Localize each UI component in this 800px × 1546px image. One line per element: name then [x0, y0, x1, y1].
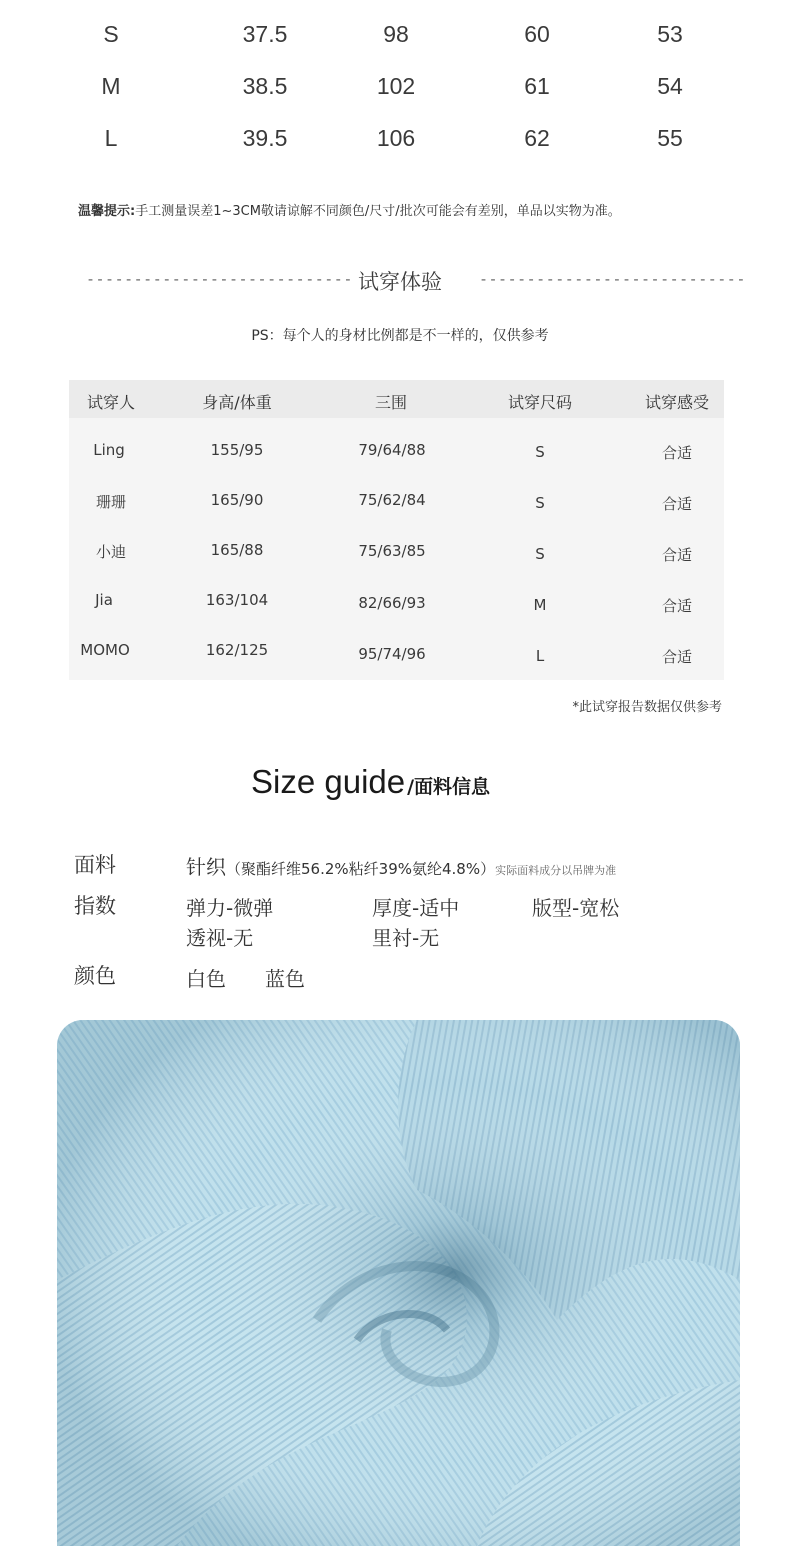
fabric-photo	[57, 1020, 740, 1546]
trial-size: L	[535, 647, 545, 665]
guide-title	[251, 763, 490, 801]
measurements: 82/66/93	[358, 594, 426, 612]
height-weight: 165/88	[210, 541, 264, 559]
divider-left: ----------------------------	[86, 270, 353, 288]
tester-name: Ling	[93, 441, 125, 459]
size-cell: 60	[524, 21, 550, 47]
header-feeling: 试穿感受	[644, 393, 710, 412]
measurements: 95/74/96	[358, 645, 426, 663]
size-cell: M	[101, 73, 121, 99]
header-measurements: 三围	[374, 393, 408, 412]
index-thickness: 厚度-适中	[372, 896, 460, 920]
size-cell: 54	[657, 73, 683, 99]
measurements: 75/63/85	[358, 542, 426, 560]
size-cell: L	[104, 125, 118, 151]
trial-size: S	[535, 494, 545, 512]
size-cell: 102	[376, 73, 416, 99]
feeling: 合适	[661, 495, 693, 513]
fabric-note: 实际面料成分以吊牌为准	[495, 864, 617, 877]
measurement-tip	[78, 200, 621, 219]
fabric-value	[186, 851, 616, 880]
size-cell: 39.5	[242, 125, 288, 151]
fitting-table	[69, 380, 724, 680]
measurements: 75/62/84	[358, 491, 426, 509]
size-row-s	[0, 21, 800, 61]
size-cell: 62	[524, 125, 550, 151]
height-weight: 165/90	[210, 491, 264, 509]
height-weight: 163/104	[205, 591, 269, 609]
feeling: 合适	[661, 597, 693, 615]
size-cell: 61	[524, 73, 550, 99]
measurements: 79/64/88	[358, 441, 426, 459]
size-cell: 55	[657, 125, 683, 151]
header-height-weight: 身高/体重	[202, 393, 272, 412]
color-label: 颜色	[74, 964, 116, 988]
trial-ps: PS：每个人的身材比例都是不一样的，仅供参考	[251, 328, 549, 344]
index-elasticity: 弹力-微弹	[186, 896, 274, 920]
fabric-type: 针织	[186, 855, 226, 879]
trial-size: S	[535, 443, 545, 461]
size-cell: 106	[376, 125, 416, 151]
header-tester: 试穿人	[86, 393, 136, 412]
feeling: 合适	[661, 648, 693, 666]
header-trial-size: 试穿尺码	[507, 393, 573, 412]
tester-name: 珊珊	[95, 493, 127, 511]
feeling: 合适	[661, 444, 693, 462]
size-cell: 38.5	[242, 73, 288, 99]
size-cell: 98	[383, 21, 409, 47]
tester-name: MOMO	[80, 641, 130, 659]
tip-text: 手工测量误差1~3CM敬请谅解不同颜色/尺寸/批次可能会有差别，单品以实物为准。	[135, 204, 621, 219]
size-cell: 53	[657, 21, 683, 47]
trial-note: *此试穿报告数据仅供参考	[572, 700, 722, 715]
index-sheerness: 透视-无	[186, 926, 254, 950]
fabric-texture-image	[57, 1020, 740, 1546]
color-blue: 蓝色	[265, 967, 305, 991]
height-weight: 155/95	[210, 441, 264, 459]
feeling: 合适	[661, 546, 693, 564]
height-weight: 162/125	[205, 641, 269, 659]
trial-size: S	[535, 545, 545, 563]
index-label: 指数	[74, 894, 116, 918]
color-white: 白色	[186, 967, 226, 991]
fabric-label: 面料	[74, 853, 116, 877]
guide-title-zh: /面料信息	[407, 776, 491, 798]
guide-title-en: Size guide	[251, 763, 406, 800]
tip-label: 温馨提示:	[78, 204, 136, 219]
trial-size: M	[533, 596, 547, 614]
index-fit: 版型-宽松	[532, 896, 620, 920]
size-row-l	[0, 125, 800, 165]
fitting-table-header	[69, 380, 724, 418]
tester-name: Jia	[95, 591, 113, 609]
fabric-composition: （聚酯纤维56.2%粘纤39%氨纶4.8%）	[226, 860, 496, 878]
index-lining: 里衬-无	[372, 926, 440, 950]
section-title: 试穿体验	[358, 270, 442, 294]
size-row-m	[0, 73, 800, 113]
divider-right: ----------------------------	[479, 270, 746, 288]
size-cell: 37.5	[242, 21, 288, 47]
size-cell: S	[103, 21, 119, 47]
tester-name: 小迪	[95, 543, 127, 561]
